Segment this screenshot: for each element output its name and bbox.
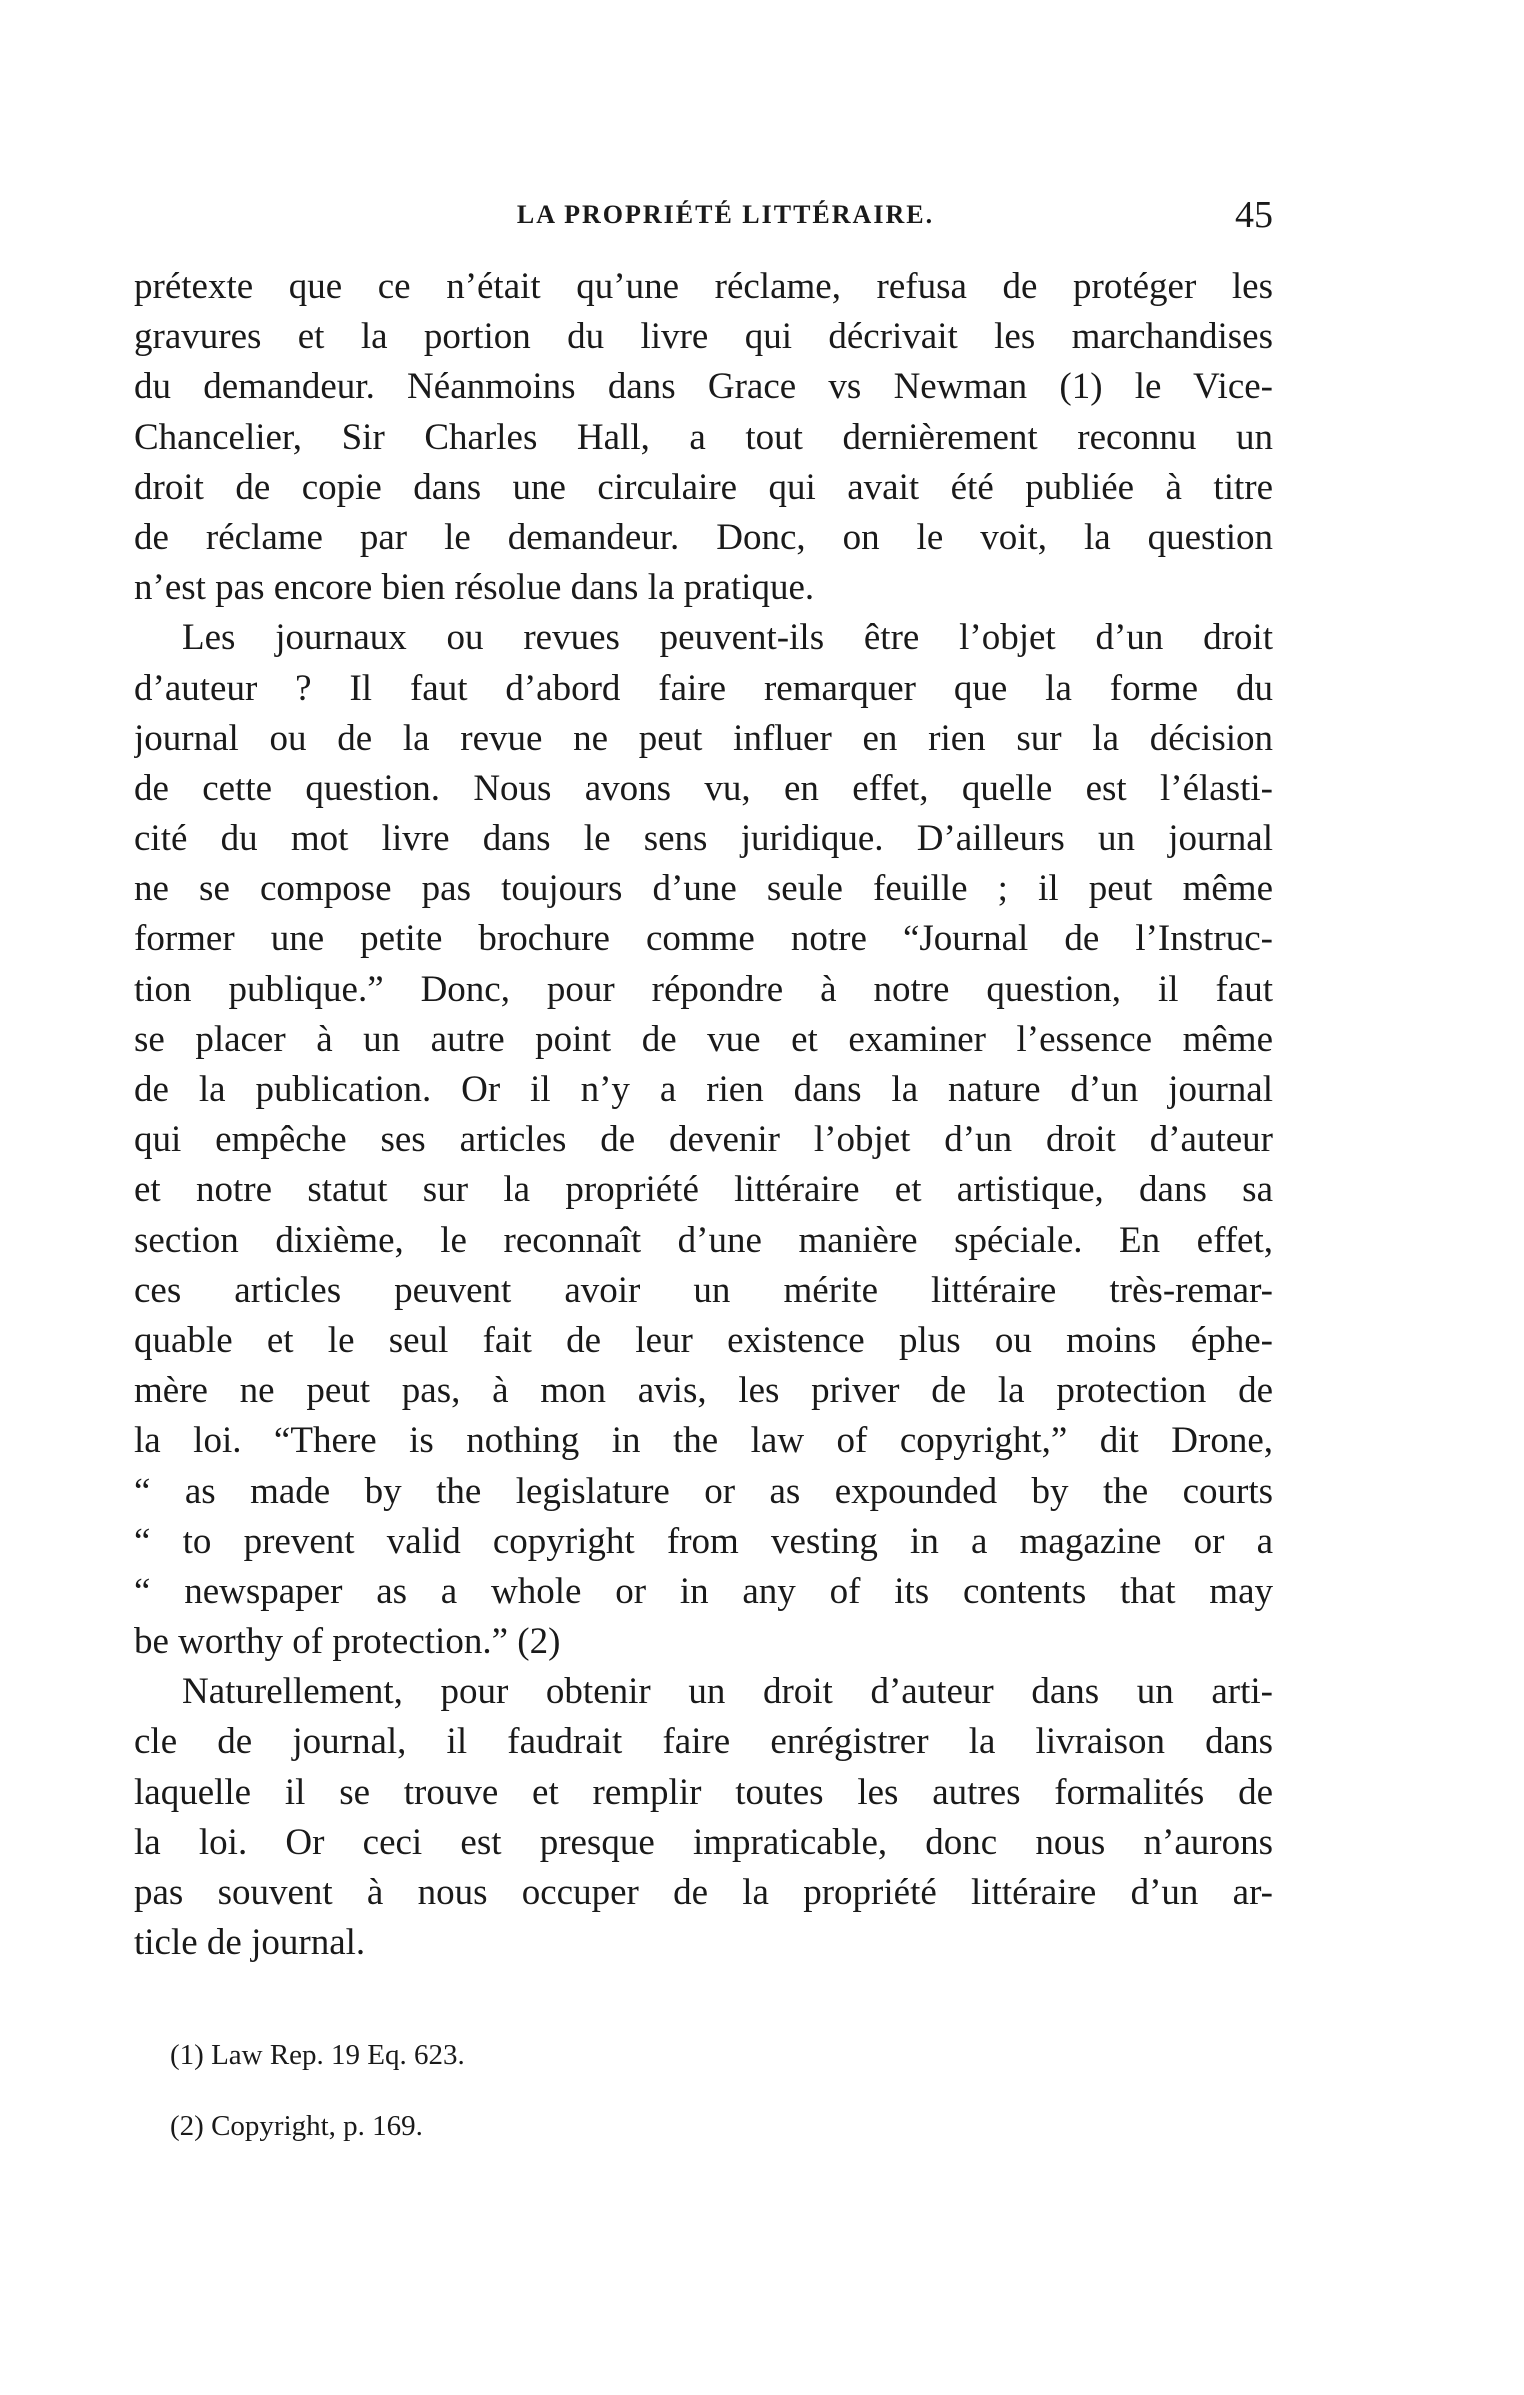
text-line: be worthy of protection.” (2)	[134, 1621, 561, 1663]
text-line: de cette question. Nous avons vu, en effet, quelle est l’élasti-	[134, 767, 1273, 809]
text-line: journal ou de la revue ne peut influer en rien sur la décision	[134, 717, 1273, 759]
text-line: de réclame par le demandeur. Donc, on le voit, la question	[134, 516, 1273, 558]
running-title: LA PROPRIÉTÉ LITTÉRAIRE.	[516, 200, 935, 229]
text-line: pas souvent à nous occuper de la propriété littéraire d’un ar-	[134, 1872, 1273, 1913]
text-line: d’auteur ? Il faut d’abord faire remarquer que la forme du	[134, 667, 1273, 709]
page-number: 45	[1235, 194, 1273, 236]
text-line: du demandeur. Néanmoins dans Grace vs Newman (1) le Vice-	[134, 366, 1273, 408]
running-head	[178, 190, 1273, 240]
text-line: quable et le seul fait de leur existence plus ou moins éphe-	[134, 1319, 1273, 1361]
text-line: “ as made by the legislature or as expounded by the courts	[134, 1470, 1273, 1512]
text-line: droit de copie dans une circulaire qui avait été publiée à titre	[134, 466, 1273, 508]
text-line: laquelle il se trouve et remplir toutes les autres formalités de	[134, 1771, 1273, 1813]
text-line: se placer à un autre point de vue et examiner l’essence même	[134, 1018, 1273, 1060]
text-line: ces articles peuvent avoir un mérite littéraire très-remar-	[134, 1269, 1273, 1311]
footnote-1: (1) Law Rep. 19 Eq. 623.	[170, 2039, 465, 2071]
text-line: cle de journal, il faudrait faire enrégistrer la livraison dans	[134, 1721, 1273, 1763]
text-line: former une petite brochure comme notre “Journal de l’Instruc-	[134, 918, 1273, 960]
text-line: mère ne peut pas, à mon avis, les priver de la protection de	[134, 1370, 1273, 1412]
text-line: la loi. “There is nothing in the law of copyright,” dit Drone,	[134, 1420, 1273, 1462]
text-line: tion publique.” Donc, pour répondre à notre question, il faut	[134, 968, 1273, 1010]
body-text	[134, 262, 1273, 1968]
text-line: Naturellement, pour obtenir un droit d’auteur dans un arti-	[182, 1671, 1273, 1713]
text-line: prétexte que ce n’était qu’une réclame, refusa de protéger les	[134, 266, 1273, 307]
text-line: ticle de journal.	[134, 1922, 366, 1964]
text-line: cité du mot livre dans le sens juridique. D’ailleurs un journal	[134, 818, 1273, 860]
text-line: ne se compose pas toujours d’une seule feuille ; il peut même	[134, 868, 1273, 910]
text-line: “ newspaper as a whole or in any of its contents that may	[134, 1570, 1273, 1612]
text-line: section dixième, le reconnaît d’une manière spéciale. En effet,	[134, 1219, 1273, 1261]
text-line: gravures et la portion du livre qui décrivait les marchandises	[134, 316, 1273, 358]
text-line: n’est pas encore bien résolue dans la pratique.	[134, 567, 815, 609]
text-line: de la publication. Or il n’y a rien dans la nature d’un journal	[134, 1069, 1273, 1110]
text-line: “ to prevent valid copyright from vesting in a magazine or a	[134, 1520, 1273, 1562]
text-line: Chancelier, Sir Charles Hall, a tout dernièrement reconnu un	[134, 416, 1273, 458]
text-line: qui empêche ses articles de devenir l’objet d’un droit d’auteur	[134, 1119, 1273, 1161]
text-line: Les journaux ou revues peuvent-ils être l’objet d’un droit	[182, 617, 1273, 659]
text-line: la loi. Or ceci est presque impraticable, donc nous n’aurons	[134, 1821, 1273, 1863]
text-line: et notre statut sur la propriété littéraire et artistique, dans sa	[134, 1169, 1273, 1211]
footnote-2: (2) Copyright, p. 169.	[170, 2110, 423, 2142]
